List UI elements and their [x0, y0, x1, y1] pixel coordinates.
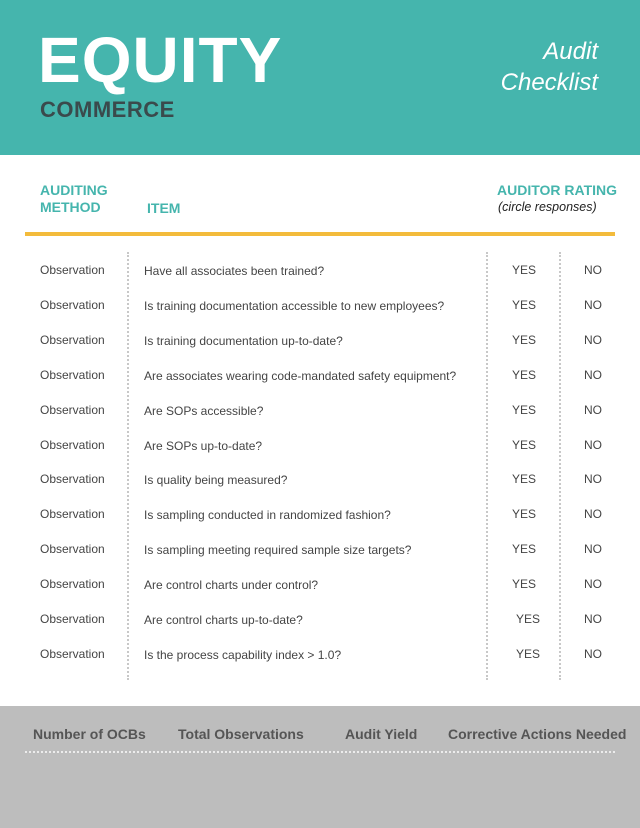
checklist-row — [0, 438, 640, 458]
row-method: Observation — [40, 403, 105, 417]
rating-no-option[interactable]: NO — [584, 577, 602, 591]
rating-yes-option[interactable]: YES — [511, 507, 536, 521]
checklist-row — [0, 507, 640, 527]
row-item: Are control charts under control? — [144, 578, 319, 592]
document-title-line-1: Audit — [543, 38, 598, 65]
rating-yes-option[interactable]: YES — [511, 542, 536, 556]
rating-no-option[interactable]: NO — [584, 507, 602, 521]
row-item: Is training documentation up-to-date? — [144, 334, 343, 348]
row-item: Have all associates been trained? — [144, 264, 325, 278]
column-header-item: ITEM — [147, 200, 181, 216]
rating-no-option[interactable]: NO — [584, 263, 602, 277]
row-method: Observation — [40, 577, 105, 591]
header-banner — [0, 0, 640, 155]
rating-no-option[interactable]: NO — [584, 472, 602, 486]
footer-divider — [25, 751, 615, 753]
row-item: Are SOPs accessible? — [144, 404, 264, 418]
document-title — [398, 36, 598, 98]
footer-label-ocbs: Number of OCBs — [33, 726, 146, 742]
row-item: Are associates wearing code-mandated safety equipment? — [144, 369, 457, 383]
row-item: Is the process capability index > 1.0? — [144, 648, 342, 662]
footer-label-audit-yield: Audit Yield — [345, 726, 418, 742]
row-method: Observation — [40, 368, 105, 382]
checklist-row — [0, 298, 640, 318]
row-item: Are control charts up-to-date? — [144, 613, 303, 627]
checklist-row — [0, 403, 640, 423]
checklist-row — [0, 368, 640, 388]
column-header-auditing-method — [40, 182, 130, 216]
row-item: Are SOPs up-to-date? — [144, 439, 263, 453]
row-item: Is sampling meeting required sample size targets? — [144, 543, 412, 557]
rating-yes-option[interactable]: YES — [511, 368, 536, 382]
row-method: Observation — [40, 263, 105, 277]
footer-label-corrective-actions: Corrective Actions Needed — [448, 726, 627, 742]
rating-no-option[interactable]: NO — [584, 403, 602, 417]
rating-yes-option[interactable]: YES — [515, 647, 540, 661]
document-title-line-2: Checklist — [500, 69, 598, 96]
row-item: Is quality being measured? — [144, 473, 288, 487]
checklist-row — [0, 577, 640, 597]
rating-yes-option[interactable]: YES — [511, 577, 536, 591]
footer-label-total-observations: Total Observations — [178, 726, 304, 742]
row-item: Is training documentation accessible to new employees? — [144, 299, 445, 313]
row-method: Observation — [40, 542, 105, 556]
rating-yes-option[interactable]: YES — [511, 263, 536, 277]
rating-instruction-note: (circle responses) — [498, 200, 597, 214]
rating-no-option[interactable]: NO — [584, 298, 602, 312]
rating-no-option[interactable]: NO — [584, 333, 602, 347]
rating-no-option[interactable]: NO — [584, 438, 602, 452]
row-method: Observation — [40, 298, 105, 312]
rating-no-option[interactable]: NO — [584, 542, 602, 556]
row-method: Observation — [40, 647, 105, 661]
rating-yes-option[interactable]: YES — [511, 438, 536, 452]
rating-yes-option[interactable]: YES — [511, 333, 536, 347]
rating-no-option[interactable]: NO — [584, 368, 602, 382]
row-item: Is sampling conducted in randomized fashion? — [144, 508, 391, 522]
column-header-method-line-2: METHOD — [40, 199, 101, 215]
row-method: Observation — [40, 507, 105, 521]
rating-yes-option[interactable]: YES — [511, 472, 536, 486]
brand-title: EQUITY — [38, 24, 283, 96]
row-method: Observation — [40, 612, 105, 626]
checklist-row — [0, 542, 640, 562]
rating-no-option[interactable]: NO — [584, 647, 602, 661]
header-divider — [25, 232, 615, 236]
checklist-row — [0, 472, 640, 492]
summary-footer — [0, 706, 640, 828]
brand-subtitle: COMMERCE — [40, 97, 175, 122]
checklist-row — [0, 647, 640, 667]
rating-yes-option[interactable]: YES — [511, 403, 536, 417]
row-method: Observation — [40, 472, 105, 486]
rating-no-option[interactable]: NO — [584, 612, 602, 626]
row-method: Observation — [40, 438, 105, 452]
rating-yes-option[interactable]: YES — [515, 612, 540, 626]
checklist-row — [0, 333, 640, 353]
row-method: Observation — [40, 333, 105, 347]
rating-yes-option[interactable]: YES — [511, 298, 536, 312]
checklist-row — [0, 263, 640, 283]
column-header-method-line-1: AUDITING — [40, 182, 108, 198]
column-header-auditor-rating: AUDITOR RATING — [497, 182, 618, 198]
checklist-row — [0, 612, 640, 632]
